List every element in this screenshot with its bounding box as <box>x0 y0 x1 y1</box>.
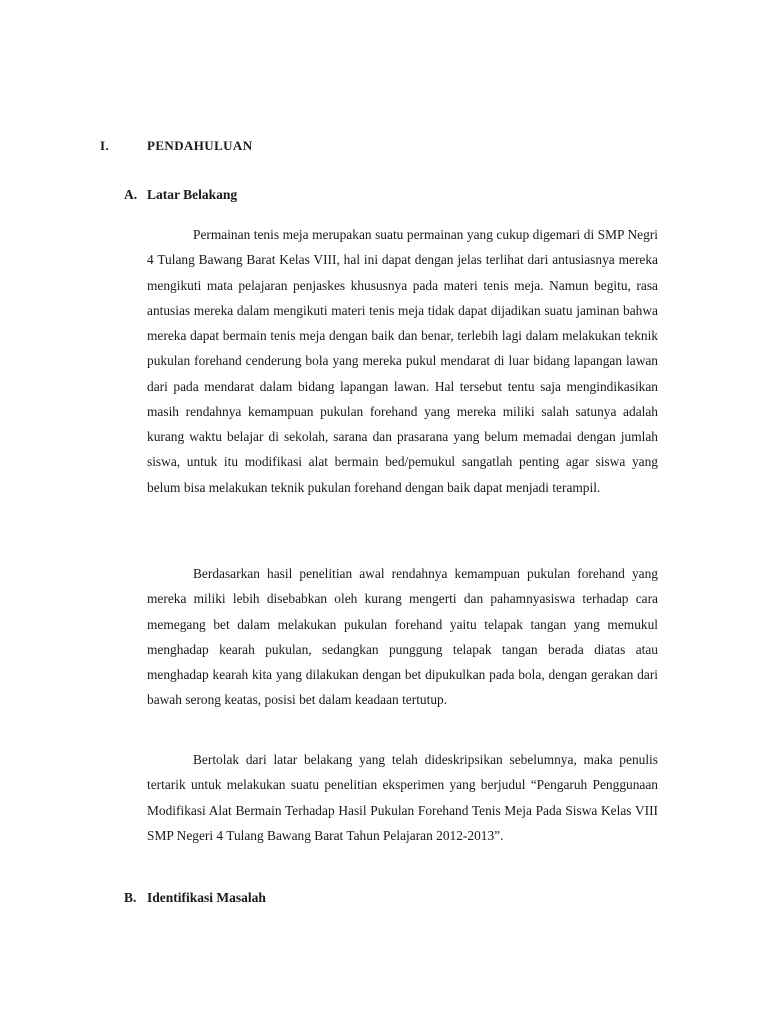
section-title: Latar Belakang <box>147 187 238 202</box>
chapter-title: PENDAHULUAN <box>147 138 253 153</box>
paragraph-3: Bertolak dari latar belakang yang telah dideskripsikan sebelumnya, maka penulis tertarik untuk melakukan suatu penelitian eksperimen yang berjudul “Pengaruh Penggunaan Modifikasi Alat Bermain Terhadap Hasil Pukulan Forehand Tenis Meja Pada Siswa Kelas VIII SMP Negeri 4 Tulang Bawang Barat Tahun Pelajaran 2012-2013”. <box>147 752 658 843</box>
paragraph-2: Berdasarkan hasil penelitian awal rendahnya kemampuan pukulan forehand yang mereka miliki lebih disebabkan oleh kurang mengerti dan pahamnyasiswa terhadap cara memegang bet dalam melakukan pukulan forehand yaitu telapak tangan yang memukul menghadap kearah pukulan, sedangkan punggung telapak tangan berada diatas atau menghadap kearah kita yang dilakukan dengan bet dipukulkan pada bola, dengan gerakan dari bawah serong keatas, posisi bet dalam keadaan tertutup. <box>147 566 658 708</box>
section-letter: B. <box>124 890 137 905</box>
chapter-number: I. <box>100 138 110 153</box>
section-letter: A. <box>124 187 138 202</box>
section-title: Identifikasi Masalah <box>147 890 266 905</box>
paragraph-1: Permainan tenis meja merupakan suatu permainan yang cukup digemari di SMP Negri 4 Tulang Bawang Barat Kelas VIII, hal ini dapat dengan jelas terlihat dari antusiasnya mereka mengikuti mata pelajaran penjaskes khususnya pada materi tenis meja. Namun begitu, rasa antusias mereka dalam mengikuti materi tenis meja tidak dapat dijadikan suatu jaminan bahwa mereka dapat bermain tenis meja dengan baik dan benar, terlebih lagi dalam melakukan teknik pukulan forehand cenderung bola yang mereka pukul mendarat di luar bidang lapangan lawan dari pada mendarat dalam bidang lapangan lawan. Hal tersebut tentu saja mengindikasikan masih rendahnya kemampuan pukulan forehand yang mereka miliki salah satunya adalah kurang waktu belajar di sekolah, sarana dan prasarana yang belum memadai dengan jumlah siswa, untuk itu modifikasi alat bermain bed/pemukul sangatlah penting agar siswa yang belum bisa melakukan teknik pukulan forehand dengan baik dapat menjadi terampil. <box>147 227 658 495</box>
